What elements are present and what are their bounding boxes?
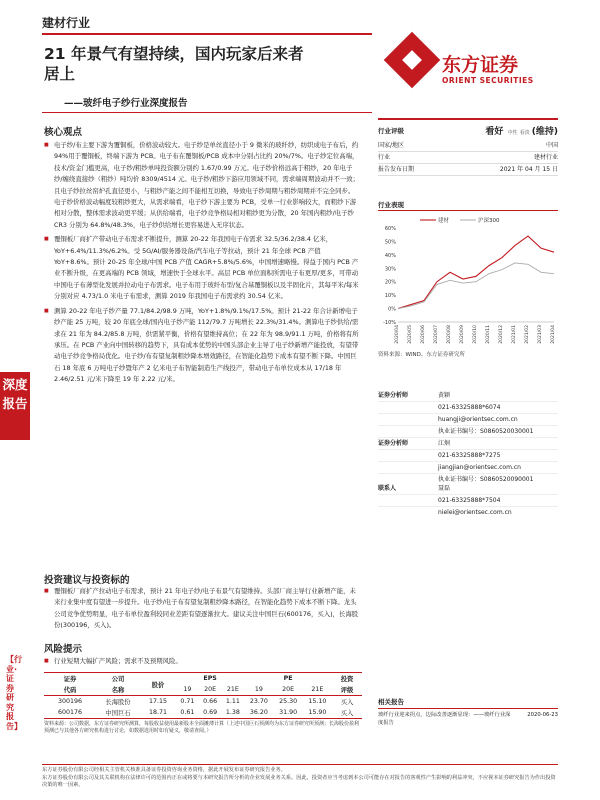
vertical-tag: 【行业·证券研究报告】: [6, 655, 22, 731]
related-heading: 相关报告: [378, 698, 404, 706]
core-p1: ■ 电子纱/布主要下游为覆铜板，价格波动较大。电子纱是单丝直径小于 9 微米的玻纤纱，纺织成电子布后，约 94%用于覆铜板，终端下游为 PCB。电子布在覆铜板/PCB 成本中分别占比约 20%/7%。电子纱定位高端，技术/资金门槛更高，电子纱/粗纱单吨投资额分别约 1.67/0.99 万元。电子纱价格远高于粗纱，20 年电子纱/缠绕直接纱（粗纱）吨均价 8309/4514 元。电子纱/粗纱下游应用领域不同，需求端周期波动并不一致；且电子纱拉丝窑炉孔直径更小，与粗纱产能之间不能相互切换，导致电子纱周期与粗纱周期并不完全同步。电子纱价格波动幅度较粗纱更大，从需求端看，电子纱下游主要为 PCB，受单一行业影响较大，而粗纱下游相对分散，整体需求波动更平缓；从供给端看，电子纱竞争格局相对粗纱更为分散，20 年国内粗纱/电子纱 CR3 分别为 64.8%/48.3%，电子纱供给增长更容易进入无序状态。: [44, 140, 360, 231]
invest-p: ■ 覆铜板厂商扩产拉动电子布需求，预计 21 年电子纱/电子布景气有望维持。头部厂商主导行业新增产能，未来行业集中度有望进一步提升。电子纱/电子布有望复制粗纱降本路径，在智能化趋势下成本不断下降。龙头公司竞争优势明显，电子布单位盈利较同业差距有望逐渐拉大。建议关注中国巨石(600176，买入)，长海股份(300196，买入)。: [44, 586, 360, 632]
x-tick-label: 2021/04: [551, 325, 556, 344]
contact-block: 联系人 聂磊 021-63325888*7504 nielei@orientsec.com.cn: [378, 483, 558, 518]
table-row: 300196 长海股份 17.15 0.71 0.66 1.11 23.70 25.30 15.10 买入: [57, 698, 354, 706]
core-body: [44, 140, 360, 386]
report-type-tab: 深度 报告: [0, 372, 30, 440]
perf-rule: [378, 210, 558, 211]
table-row: 600176 中国巨石 18.71 0.61 0.69 1.38 36.20 31.90 15.90 买入: [44, 707, 362, 719]
x-tick-label: 2020/06: [421, 325, 426, 344]
x-tick-label: 2020/11: [486, 325, 491, 344]
x-tick-label: 2020/09: [460, 325, 465, 344]
related-rule: [378, 708, 558, 709]
footer-rule: [42, 764, 558, 765]
x-tick-label: 2021/03: [538, 325, 543, 344]
core-p2: ■ 覆铜板厂商扩产带动电子布需求不断提升，测算 20-22 年我国电子布需求 32.5/36.2/38.4 亿米，YoY+6.4%/11.3%/6.2%。受 5G/AI/服务器设备/汽车电子等拉动，预计 21 年全球 PCB 产值 YoY+8.6%。预计 20-25 年全球/中国 PCB 产值 CAGR+5.8%/5.6%，中国增速略慢。得益于国内 PCB 产业不断升级，在更高端的 PCB 领域，增速快于全球水平。高层 PCB 单位面积所需电子布更厚/更多，可带动中国电子布薄型化发展并拉动电子布需求。电子布用于玻纤布型/复合基覆铜板以及半固化片，其每平米/每米分别对应 4.73/1.0 米电子布需求，测算 2019 年我国电子布需求约 30.54 亿米。: [44, 234, 360, 302]
table-note: 资料来源：公司数据，东方证券研究所测算，每股收益使用最新股本全面摊薄计算（上述中国巨石预测均为东方证券研究所预测；长海股份盈利预测已与其他各方研究机构进行讨论，如数据选用时如有疑义，敬请查阅。）: [44, 721, 360, 734]
y-tick-label: 20%: [384, 279, 396, 286]
y-tick-label: 50%: [384, 239, 396, 246]
x-tick-label: 2020/08: [447, 325, 452, 344]
y-tick-label: 30%: [384, 266, 396, 273]
legend-label: 沪深300: [478, 218, 500, 224]
y-tick-label: 10%: [384, 293, 396, 300]
stock-table: 证券 公司 股价 EPS PE 投资 代码 名称 19 20E 21E 19 20E 21E 评级 300196 长海股份 17.15 0.71 0.66 1.11 23.70 25.30 15.10 买入 600176 中国巨石 18.71 0.61 0.69 1.38 36.20 31.90 15.90 买入 资料来源：公司数据，东方证券研究所测算，每股收益使用最新股本全面摊薄计算（上述中国巨石预测均为东方证券研究所预测；长海股份盈利预测已与其他各方研究机构进行讨论，如数据选用时如有疑义，敬请查阅。）: [44, 672, 362, 735]
subtitle-rule: [42, 112, 372, 113]
y-tick-label: 60%: [384, 226, 396, 232]
logo-text-en: ORIENT SECURITIES: [442, 76, 534, 85]
core-p3: ■ 测算 20-22 年电子纱产量 77.1/84.2/98.9 万吨，YoY+1.8%/9.1%/17.5%。预计 21-22 年合计新增电子纱产能 25 万吨，较 20 年底全球/国内电子纱产能 112/79.7 万吨增长 22.3%/31.4%。测算电子纱供给/需求在 21 年为 84.2/85.8 万吨，供需紧平衡，价格有望维持高位；在 22 年为 98.9/91.1 万吨，价格将有所承压。在 PCB 产业向中国转移的趋势下，具有成本优势的中国头部企业主导了电子纱新增产能投放，有望带动电子纱竞争格局优化。电子纱/布有望复制粗纱降本增效路径，在智能化趋势下成本有望不断下降。中国巨石 18 年底 6 万吨电子纱暨年产 2 亿米电子布智能制造生产线投产，带动电子布单位成本从 17/18 年 2.46/2.51 元/米下降至 19 年 2.22 元/米。: [44, 306, 360, 386]
performance-chart: [378, 214, 558, 349]
rating-row: 行业评级 看好 中性 看淡 (维持): [378, 127, 558, 137]
logo-text-cn: 东方证券: [442, 54, 519, 76]
industry-label: 建材行业: [42, 16, 91, 30]
y-tick-label: 0%: [388, 306, 396, 313]
y-tick-label: -10%: [383, 320, 396, 326]
x-tick-label: 2020/05: [408, 325, 413, 344]
x-tick-label: 2020/04: [395, 325, 400, 344]
legend-label: 建材: [438, 218, 450, 224]
footer-disclaimer: 东方证券股份有限公司经相关主管机关核准具备证券投资咨询业务资格，据此开展发布证券研究报告业务。 东方证券股份有限公司及其关联机构在法律许可的范围内正在或将要与本研究报告所分析的企业发展业务关系。因此，投资者应当考虑到本公司可能存在对报告的客观性产生影响的利益冲突，不应视本证券研究报告为作出投资决策的唯一因素。: [42, 767, 556, 789]
core-heading: 核心观点: [44, 127, 83, 138]
page-title: 21 年景气有望持续，国内玩家后来者 居上: [44, 45, 304, 83]
risk-body: [44, 656, 360, 667]
right-rule: [378, 118, 558, 120]
risk-item: ■ 行业短期大幅扩产风险；需求不及预期风险。: [44, 656, 360, 667]
x-tick-label: 2021/01: [512, 325, 517, 344]
header-rule: [42, 33, 372, 35]
series-line-building: [398, 236, 554, 309]
x-tick-label: 2020/12: [499, 325, 504, 344]
invest-body: [44, 586, 360, 632]
x-tick-label: 2020/07: [434, 325, 439, 344]
x-tick-label: 2020/10: [473, 325, 478, 344]
info-row: 国家/地区 中国: [378, 140, 558, 152]
invest-heading: 投资建议与投资标的: [44, 575, 130, 586]
y-tick-label: 40%: [384, 252, 396, 259]
performance-heading: 行业表现: [378, 201, 404, 209]
analyst-block: 证券分析师 黄颖 021-63325888*6074 huangji@orientsec.com.cn 执业证书编号：S0860520030001 证券分析师 江炯 021-63325888*7275 jiangjian@orientsec.com.cn 执业证书编号：S0860520090001: [378, 390, 558, 485]
related-item[interactable]: 玻纤行业迎来拐点，边际改善逐渐显现：——玻纤行业深度报告 2020-06-23: [378, 712, 558, 726]
info-row: 报告发布日期 2021 年 04 月 15 日: [378, 164, 558, 176]
info-list: [378, 140, 558, 176]
chart-source: 资料来源：WIND、东方证券研究所: [378, 352, 465, 358]
page-subtitle: ——玻纤电子纱行业深度报告: [64, 98, 188, 109]
info-row: 行业 建材行业: [378, 152, 558, 164]
risk-heading: 风险提示: [44, 644, 83, 655]
x-tick-label: 2021/02: [525, 325, 530, 344]
